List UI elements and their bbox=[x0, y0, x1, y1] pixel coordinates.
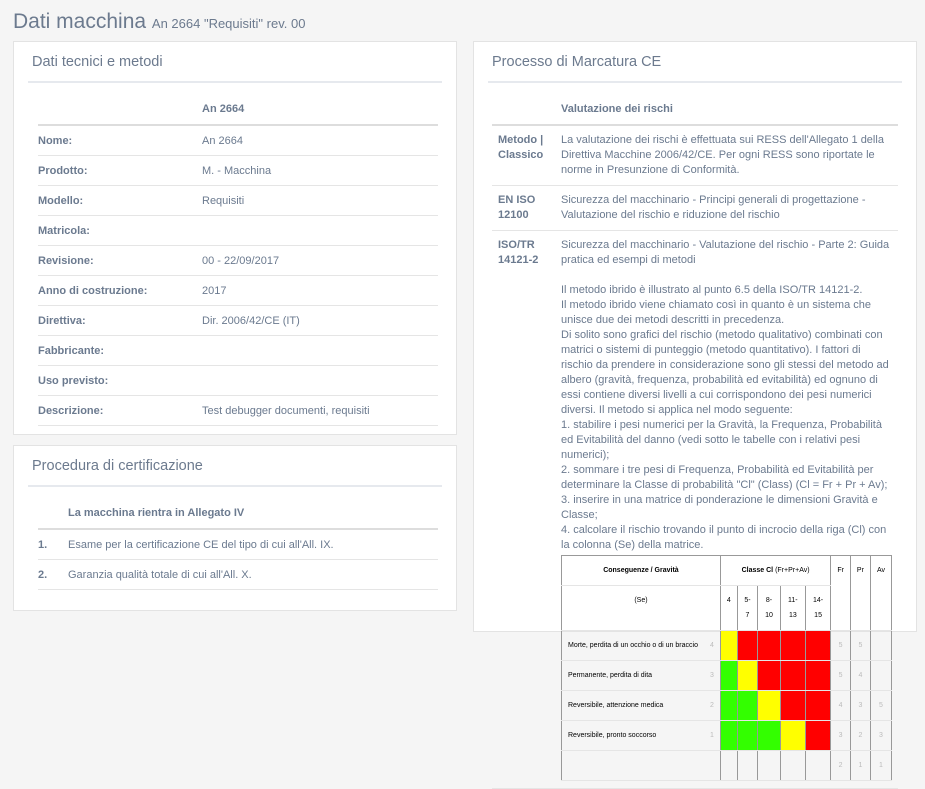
matrix-cell bbox=[780, 631, 805, 661]
pr-value: 1 bbox=[850, 751, 870, 781]
matrix-cell bbox=[758, 691, 781, 721]
cert-title: Procedura di certificazione bbox=[28, 446, 442, 487]
cert-text: Esame per la certificazione CE del tipo di cui all'All. IX. bbox=[68, 529, 438, 560]
severity-label: Reversibile, attenzione medica bbox=[562, 691, 704, 721]
severity-value: 2 bbox=[704, 691, 720, 721]
matrix-cell bbox=[805, 691, 830, 721]
tech-row bbox=[38, 396, 438, 426]
severity-label: Reversibile, pronto soccorso bbox=[562, 721, 704, 751]
tech-row bbox=[38, 306, 438, 336]
field-value: Dir. 2006/42/CE (IT) bbox=[202, 306, 438, 336]
class-label: 14-15 bbox=[805, 586, 830, 631]
matrix-cell bbox=[737, 691, 757, 721]
field-label: Uso previsto: bbox=[38, 366, 202, 396]
page-title bbox=[13, 10, 305, 34]
cert-table bbox=[38, 495, 438, 590]
matrix-row bbox=[562, 721, 892, 751]
risk-text bbox=[555, 186, 898, 231]
fr-value: 2 bbox=[831, 751, 851, 781]
matrix-cell bbox=[737, 661, 757, 691]
severity-value: 4 bbox=[704, 631, 720, 661]
cert-panel bbox=[13, 445, 457, 611]
matrix-cell bbox=[737, 721, 757, 751]
method-paragraph: 4. calcolare il rischio trovando il punto di incrocio della riga (Cl) con la colonna (Se) della matrice. bbox=[561, 524, 887, 551]
matrix-cell bbox=[758, 631, 781, 661]
cert-text: Garanzia qualità totale di cui all'All. X. bbox=[68, 560, 438, 590]
matrix-cell bbox=[780, 751, 805, 781]
method-paragraph: Il metodo ibrido viene chiamato così in quanto è un sistema che unisce due dei metodi descritti in precedenza. bbox=[561, 299, 872, 326]
matrix-cell bbox=[805, 631, 830, 661]
matrix-cell bbox=[720, 691, 737, 721]
field-value bbox=[202, 336, 438, 366]
title: Dati macchina bbox=[13, 10, 147, 33]
risk-text bbox=[555, 231, 898, 789]
field-value: 00 - 22/09/2017 bbox=[202, 246, 438, 276]
spacer bbox=[561, 268, 892, 283]
tech-column: An 2664 bbox=[202, 91, 438, 125]
severity-value: 3 bbox=[704, 661, 720, 691]
fr-value: 3 bbox=[831, 721, 851, 751]
matrix-cell bbox=[720, 661, 737, 691]
matrix-row bbox=[562, 631, 892, 661]
field-value: Requisiti bbox=[202, 186, 438, 216]
matrix-row bbox=[562, 661, 892, 691]
severity-label: Permanente, perdita di dita bbox=[562, 661, 704, 691]
ce-panel bbox=[473, 41, 917, 769]
av-value: 3 bbox=[870, 721, 891, 751]
tech-row bbox=[38, 336, 438, 366]
risk-table bbox=[492, 91, 898, 789]
class-label: 4 bbox=[720, 586, 737, 631]
av-value bbox=[870, 661, 891, 691]
matrix-cell bbox=[805, 751, 830, 781]
severity-label bbox=[562, 751, 704, 781]
method-paragraph: Di solito sono grafici del rischio (metodo qualitativo) combinati con matrici o sistemi di punteggio (metodo quantitativo). I fattori di rischio da prendere in considerazione sono gli stessi del metodo ad albero (gravità, frequenza, probabilità ed evitabilità) ed ognuno di essi contiene diversi livelli a cui corrispondono dei pesi numerici diversi. Il metodo si applica nel modo seguente: bbox=[561, 329, 889, 416]
field-value bbox=[202, 366, 438, 396]
severity-value bbox=[704, 751, 720, 781]
field-value: An 2664 bbox=[202, 125, 438, 156]
matrix-cell bbox=[758, 661, 781, 691]
av-header: Av bbox=[870, 556, 891, 631]
field-value bbox=[202, 216, 438, 246]
class-formula: (Fr+Pr+Av) bbox=[775, 567, 810, 574]
risk-matrix bbox=[561, 555, 892, 781]
cert-num: 1. bbox=[38, 529, 68, 560]
matrix-row bbox=[562, 691, 892, 721]
tech-row bbox=[38, 156, 438, 186]
matrix-cell bbox=[805, 661, 830, 691]
risk-label: Metodo | Classico bbox=[492, 125, 555, 186]
ce-title: Processo di Marcatura CE bbox=[488, 42, 902, 83]
fr-value: 4 bbox=[831, 691, 851, 721]
risk-label: EN ISO 12100 bbox=[492, 186, 555, 231]
matrix-cell bbox=[780, 721, 805, 751]
matrix-cell bbox=[805, 721, 830, 751]
cert-row bbox=[38, 560, 438, 590]
method-paragraph: 1. stabilire i pesi numerici per la Gravità, la Frequenza, Probabilità ed Evitabilità del danno (vedi sotto le tabelle con i relativi pesi numerici); bbox=[561, 419, 882, 461]
risk-desc: La valutazione dei rischi è effettuata sui RESS dell'Allegato 1 della Direttiva Macchine 2006/42/CE. Per ogni RESS sono riportate le norme in Presunzione di Conformità. bbox=[561, 134, 884, 176]
field-label: Direttiva: bbox=[38, 306, 202, 336]
method-paragraph: 3. inserire in una matrice di ponderazione le dimensioni Gravità e Classe; bbox=[561, 494, 878, 521]
field-value: Test debugger documenti, requisiti bbox=[202, 396, 438, 426]
severity-title: Conseguenze / Gravità bbox=[603, 567, 679, 574]
matrix-cell bbox=[737, 631, 757, 661]
class-label: 8-10 bbox=[758, 586, 781, 631]
pr-value: 4 bbox=[850, 661, 870, 691]
av-value: 5 bbox=[870, 691, 891, 721]
tech-row bbox=[38, 246, 438, 276]
cert-column: La macchina rientra in Allegato IV bbox=[68, 495, 438, 529]
field-label: Anno di costruzione: bbox=[38, 276, 202, 306]
tech-row bbox=[38, 125, 438, 156]
field-label: Prodotto: bbox=[38, 156, 202, 186]
field-label: Matricola: bbox=[38, 216, 202, 246]
pr-value: 2 bbox=[850, 721, 870, 751]
method-paragraph: 2. sommare i tre pesi di Frequenza, Probabilità ed Evitabilità per determinare la Classe di probabilità "Cl" (Class) (Cl = Fr + Pr + Av); bbox=[561, 464, 888, 491]
matrix-cell bbox=[720, 721, 737, 751]
field-value: M. - Macchina bbox=[202, 156, 438, 186]
matrix-cell bbox=[780, 691, 805, 721]
pr-header: Pr bbox=[850, 556, 870, 631]
matrix-cell bbox=[720, 631, 737, 661]
risk-row bbox=[492, 186, 898, 231]
matrix-cell bbox=[758, 751, 781, 781]
risk-desc: Sicurezza del macchinario - Valutazione del rischio - Parte 2: Guida pratica ed esempi di metodi bbox=[561, 239, 890, 266]
fr-value: 5 bbox=[831, 631, 851, 661]
class-title: Classe Cl bbox=[741, 567, 774, 574]
severity-header bbox=[562, 556, 721, 586]
severity-sub: (Se) bbox=[562, 586, 721, 631]
matrix-cell bbox=[737, 751, 757, 781]
field-label: Nome: bbox=[38, 125, 202, 156]
risk-row bbox=[492, 125, 898, 186]
tech-table bbox=[38, 91, 438, 426]
page-subtitle: An 2664 "Requisiti" rev. 00 bbox=[151, 16, 306, 31]
fr-value: 5 bbox=[831, 661, 851, 691]
risk-label: ISO/TR 14121-2 bbox=[492, 231, 555, 789]
field-label: Modello: bbox=[38, 186, 202, 216]
risk-desc: Sicurezza del macchinario - Principi generali di progettazione - Valutazione del rischio e riduzione del rischio bbox=[561, 194, 866, 221]
field-label: Fabbricante: bbox=[38, 336, 202, 366]
tech-panel bbox=[13, 41, 457, 435]
ce-column: Valutazione dei rischi bbox=[555, 91, 898, 125]
method-paragraph: Il metodo ibrido è illustrato al punto 6.5 della ISO/TR 14121-2. bbox=[561, 284, 863, 296]
tech-row bbox=[38, 216, 438, 246]
av-value bbox=[870, 631, 891, 661]
fr-header: Fr bbox=[831, 556, 851, 631]
field-label: Revisione: bbox=[38, 246, 202, 276]
severity-label: Morte, perdita di un occhio o di un braccio bbox=[562, 631, 704, 661]
field-label: Descrizione: bbox=[38, 396, 202, 426]
tech-row bbox=[38, 276, 438, 306]
severity-value: 1 bbox=[704, 721, 720, 751]
matrix-row bbox=[562, 751, 892, 781]
cert-num: 2. bbox=[38, 560, 68, 590]
matrix-cell bbox=[720, 751, 737, 781]
matrix-cell bbox=[758, 721, 781, 751]
matrix-header bbox=[562, 556, 892, 586]
cert-row bbox=[38, 529, 438, 560]
risk-row bbox=[492, 231, 898, 789]
class-header bbox=[720, 556, 830, 586]
risk-text bbox=[555, 125, 898, 186]
field-value: 2017 bbox=[202, 276, 438, 306]
class-label: 11-13 bbox=[780, 586, 805, 631]
matrix-cell bbox=[780, 661, 805, 691]
av-value: 1 bbox=[870, 751, 891, 781]
class-label: 5-7 bbox=[737, 586, 757, 631]
tech-row bbox=[38, 186, 438, 216]
pr-value: 5 bbox=[850, 631, 870, 661]
pr-value: 3 bbox=[850, 691, 870, 721]
tech-row bbox=[38, 366, 438, 396]
tech-title: Dati tecnici e metodi bbox=[28, 42, 442, 83]
